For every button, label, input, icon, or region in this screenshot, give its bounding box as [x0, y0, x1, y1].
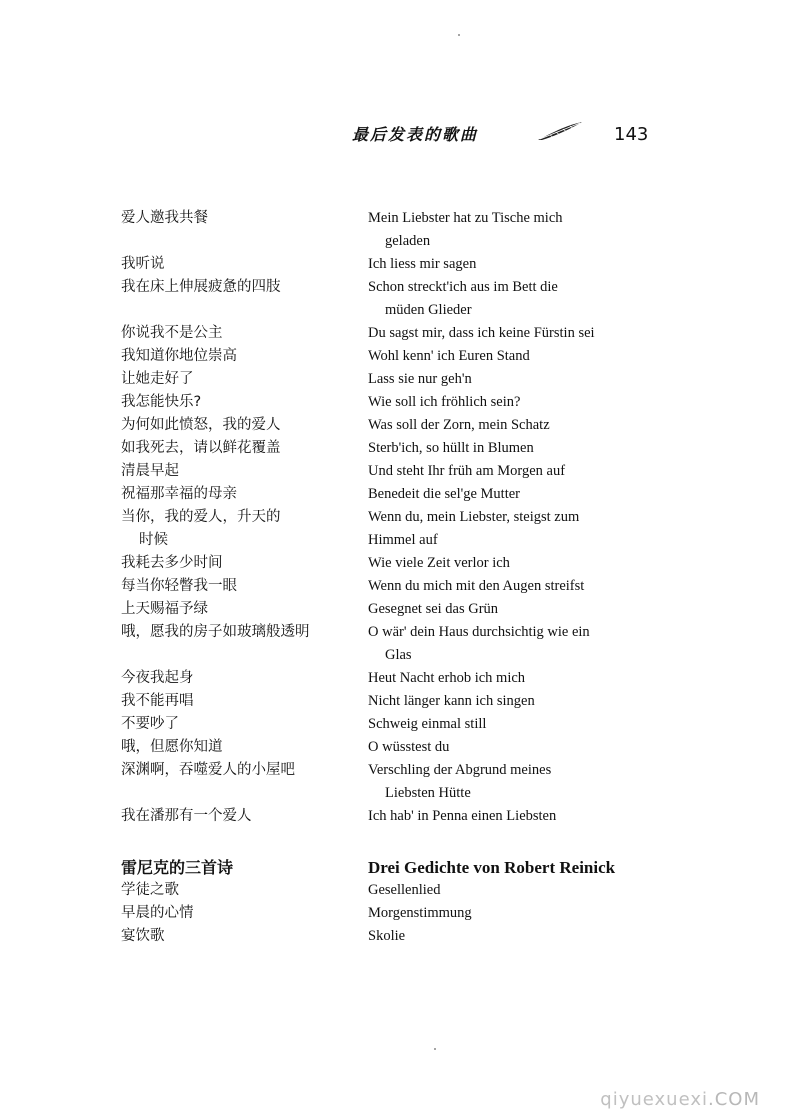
- song-title-zh: 爱人邀我共餐: [121, 210, 208, 226]
- list-item: [0, 713, 794, 736]
- song-title-de: Benedeit die sel'ge Mutter: [368, 486, 520, 502]
- song-title-zh: 为何如此愤怒，我的爱人: [121, 417, 281, 433]
- song-title-de: Wie soll ich fröhlich sein?: [368, 394, 521, 410]
- list-item: [0, 575, 794, 598]
- song-title-zh: 早晨的心情: [121, 905, 194, 921]
- section-title-zh: 雷尼克的三首诗: [121, 858, 234, 877]
- song-title-zh: 不要吵了: [121, 716, 179, 732]
- list-item: [0, 644, 794, 667]
- song-title-de: Lass sie nur geh'n: [368, 371, 472, 387]
- list-item: [0, 345, 794, 368]
- song-title-zh: 我在潘那有一个爱人: [121, 808, 252, 824]
- list-item: [0, 483, 794, 506]
- list-item: [0, 805, 794, 828]
- song-title-zh: 你说我不是公主: [121, 325, 223, 341]
- list-item: [0, 506, 794, 529]
- song-title-de: Mein Liebster hat zu Tische mich: [368, 210, 563, 226]
- song-title-de: Gesellenlied: [368, 882, 441, 898]
- list-item: [0, 782, 794, 805]
- song-title-de: Wenn du, mein Liebster, steigst zum: [368, 509, 580, 525]
- song-title-zh: 当你，我的爱人，升天的: [121, 509, 281, 525]
- song-title-de-continued: müden Glieder: [385, 302, 472, 318]
- scan-speck: [458, 34, 460, 36]
- song-title-de: Was soll der Zorn, mein Schatz: [368, 417, 550, 433]
- page-number: 143: [614, 124, 649, 145]
- song-title-de: Schweig einmal still: [368, 716, 487, 732]
- song-title-zh: 清晨早起: [121, 463, 179, 479]
- song-title-zh: 我在床上伸展疲惫的四肢: [121, 279, 281, 295]
- song-title-zh: 我耗去多少时间: [121, 555, 223, 571]
- song-title-de: O wüsstest du: [368, 739, 450, 755]
- song-title-zh-continued: 时候: [139, 532, 168, 548]
- list-item: [0, 391, 794, 414]
- list-item: [0, 437, 794, 460]
- list-item: [0, 253, 794, 276]
- watermark-text: qiyuexuexi: [600, 1089, 708, 1110]
- song-title-de-continued: Liebsten Hütte: [385, 785, 471, 801]
- site-watermark: [600, 1089, 760, 1110]
- song-title-de: Skolie: [368, 928, 406, 944]
- list-item: [0, 598, 794, 621]
- song-title-zh: 每当你轻瞥我一眼: [121, 578, 237, 594]
- list-item: [0, 552, 794, 575]
- list-item: [0, 368, 794, 391]
- song-title-zh: 学徒之歌: [121, 882, 179, 898]
- list-item: [0, 902, 794, 925]
- song-title-zh: 我不能再唱: [121, 693, 194, 709]
- list-item: [0, 414, 794, 437]
- song-title-de: Wie viele Zeit verlor ich: [368, 555, 510, 571]
- list-item: [0, 460, 794, 483]
- section-heading: [0, 856, 794, 879]
- list-item: [0, 759, 794, 782]
- list-item: [0, 690, 794, 713]
- song-title-de: Ich liess mir sagen: [368, 256, 477, 272]
- watermark-suffix: .COM: [708, 1089, 760, 1110]
- song-title-de: Gesegnet sei das Grün: [368, 601, 499, 617]
- song-title-de: O wär' dein Haus durchsichtig wie ein: [368, 624, 590, 640]
- list-item: [0, 879, 794, 902]
- song-title-de: Und steht Ihr früh am Morgen auf: [368, 463, 566, 479]
- list-item: [0, 736, 794, 759]
- song-title-de: Nicht länger kann ich singen: [368, 693, 535, 709]
- song-title-de: Wenn du mich mit den Augen streifst: [368, 578, 585, 594]
- song-title-zh: 我听说: [121, 256, 165, 272]
- list-item: [0, 529, 794, 552]
- quill-ornament-icon: [536, 120, 584, 142]
- list-item: [0, 322, 794, 345]
- list-item: [0, 667, 794, 690]
- song-title-zh: 我知道你地位崇高: [121, 348, 237, 364]
- song-title-de: Du sagst mir, dass ich keine Fürstin sei: [368, 325, 595, 341]
- song-title-zh: 哦，愿我的房子如玻璃般透明: [121, 624, 310, 640]
- scan-speck: [434, 1048, 436, 1050]
- song-title-zh: 深渊啊，吞噬爱人的小屋吧: [121, 762, 295, 778]
- song-title-zh: 祝福那幸福的母亲: [121, 486, 237, 502]
- song-title-zh: 上天赐福予绿: [121, 601, 208, 617]
- song-title-zh: 如我死去，请以鲜花覆盖: [121, 440, 281, 456]
- song-title-de: Wohl kenn' ich Euren Stand: [368, 348, 530, 364]
- list-item: [0, 230, 794, 253]
- list-item: [0, 299, 794, 322]
- song-title-de-continued: geladen: [385, 233, 431, 249]
- song-title-de: Sterb'ich, so hüllt in Blumen: [368, 440, 534, 456]
- list-item: [0, 207, 794, 230]
- list-item: [0, 621, 794, 644]
- song-title-zh: 今夜我起身: [121, 670, 194, 686]
- song-title-zh: 哦，但愿你知道: [121, 739, 223, 755]
- song-title-de: Heut Nacht erhob ich mich: [368, 670, 526, 686]
- song-title-de: Morgenstimmung: [368, 905, 472, 921]
- header-title: 最后发表的歌曲: [352, 125, 479, 144]
- song-title-de: Himmel auf: [368, 532, 438, 548]
- section-title-de: Drei Gedichte von Robert Reinick: [368, 858, 616, 877]
- list-item: [0, 925, 794, 948]
- list-item: [0, 276, 794, 299]
- song-list: [0, 207, 794, 828]
- song-title-zh: 我怎能快乐?: [121, 394, 202, 410]
- song-title-de: Schon streckt'ich aus im Bett die: [368, 279, 558, 295]
- song-title-zh: 宴饮歌: [121, 928, 165, 944]
- song-title-de: Ich hab' in Penna einen Liebsten: [368, 808, 557, 824]
- song-title-de-continued: Glas: [385, 647, 412, 663]
- reinick-section: [0, 856, 794, 948]
- song-title-zh: 让她走好了: [121, 371, 194, 387]
- song-title-de: Verschling der Abgrund meines: [368, 762, 552, 778]
